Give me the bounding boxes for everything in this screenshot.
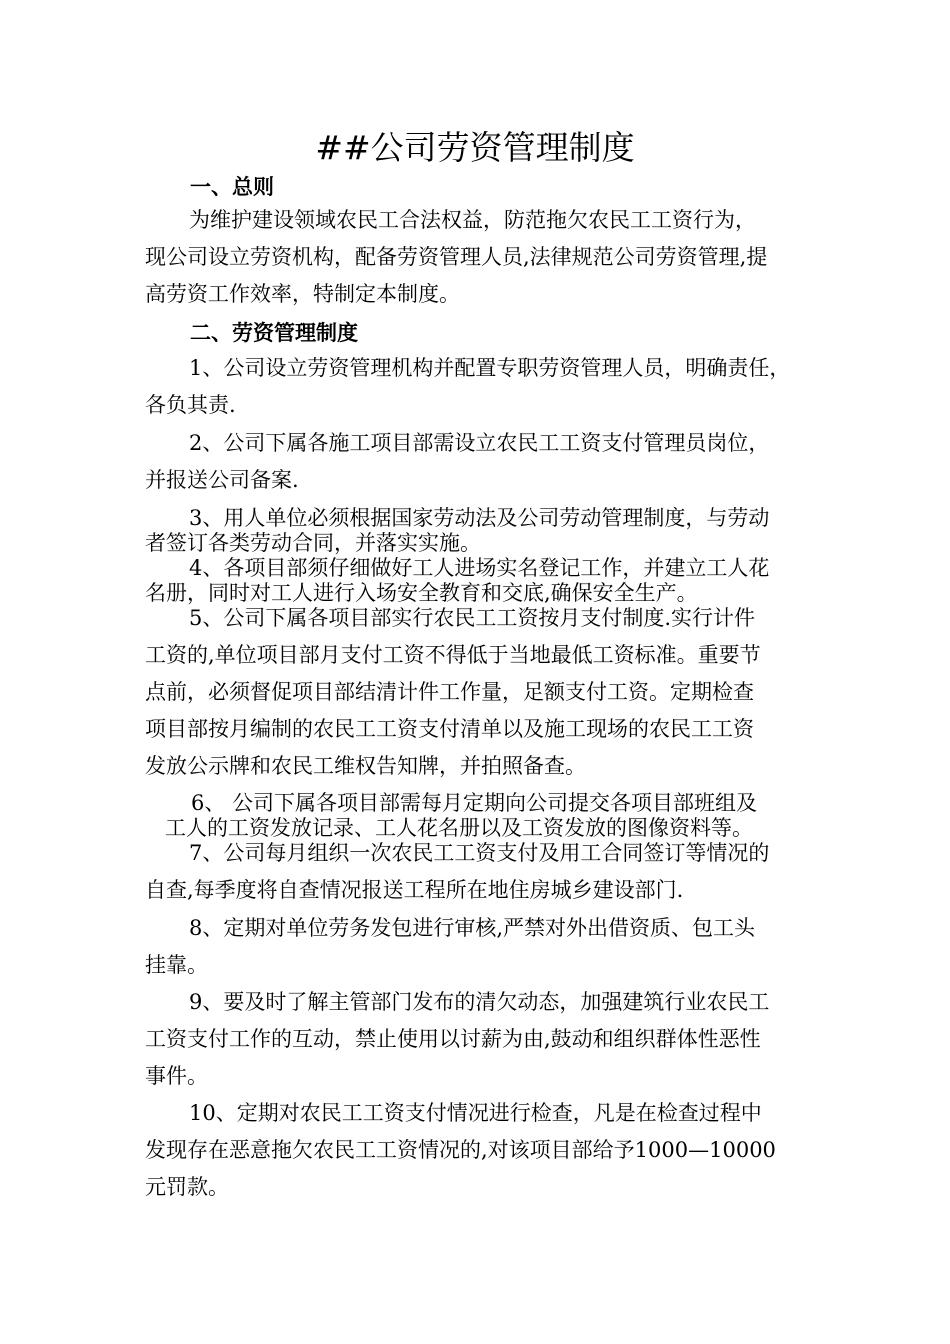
clause-1 [145,350,810,424]
text-line: 6、 公司下属各项目部需每月定期向公司提交各项目部班组及 [191,791,758,815]
text-line: 1、公司设立劳资管理机构并配置专职劳资管理人员，明确责任， [189,356,791,380]
text-line: 发现存在恶意拖欠农民工工资情况的,对该项目部给予1000—10000 [145,1138,776,1162]
clause-2 [145,425,810,499]
text-line: 发放公示牌和农民工维权告知牌，并拍照备查。 [145,754,586,778]
text-line: 名册，同时对工人进行入场安全教育和交底,确保安全生产。 [145,581,698,605]
text-line: 9、要及时了解主管部门发布的清欠动态，加强建筑行业农民工 [189,990,770,1014]
text-line: 工人的工资发放记录、工人花名册以及工资发放的图像资料等。 [165,816,753,840]
document-title: ##公司劳资管理制度 [315,128,635,167]
text-line: 为维护建设领域农民工合法权益，防范拖欠农民工工资行为， [189,208,756,232]
text-line: 2、公司下属各施工项目部需设立农民工工资支付管理员岗位， [189,431,770,455]
text-line: 自查,每季度将自查情况报送工程所在地住房城乡建设部门. [145,878,684,902]
section-heading-general: 一、总则 [190,174,274,199]
text-line: 者签订各类劳动合同，并落实实施。 [145,531,481,555]
section-heading-labor-management: 二、劳资管理制度 [190,320,358,345]
paragraph-general [145,202,810,313]
text-line: 点前，必须督促项目部结清计件工作量，足额支付工资。定期检查 [145,680,754,704]
text-line: 10、定期对农民工工资支付情况进行检查，凡是在检查过程中 [189,1101,762,1125]
text-line: 4、各项目部须仔细做好工人进场实名登记工作，并建立工人花 [189,556,770,580]
text-line: 元罚款。 [145,1175,229,1199]
text-line: 项目部按月编制的农民工工资支付清单以及施工现场的农民工工资 [145,717,754,741]
text-line: 高劳资工作效率，特制定本制度。 [145,282,460,306]
text-line: 8、定期对单位劳务发包进行审核,严禁对外出借资质、包工头 [189,916,756,940]
clause-9 [145,984,810,1095]
text-line: 7、公司每月组织一次农民工工资支付及用工合同签订等情况的 [189,841,770,865]
clause-5 [145,600,810,785]
text-line: 工资的,单位项目部月支付工资不得低于当地最低工资标准。重要节 [145,643,761,667]
text-line: 并报送公司备案. [145,468,299,492]
text-line: 各负其责. [145,393,236,417]
clause-7 [145,835,810,909]
text-line: 事件。 [145,1064,208,1088]
clause-4 [145,556,810,606]
text-line: 5、公司下属各项目部实行农民工工资按月支付制度.实行计件 [189,606,756,630]
text-line: 工资支付工作的互动，禁止使用以讨薪为由,鼓动和组织群体性恶性 [145,1027,761,1051]
text-line: 挂靠。 [145,953,208,977]
clause-8 [145,910,810,984]
text-line: 现公司设立劳资机构，配备劳资管理人员,法律规范公司劳资管理,提 [145,245,768,269]
clause-3 [145,506,810,556]
clause-10 [145,1095,810,1206]
clause-6 [145,791,810,841]
text-line: 3、用人单位必须根据国家劳动法及公司劳动管理制度，与劳动 [189,506,770,530]
